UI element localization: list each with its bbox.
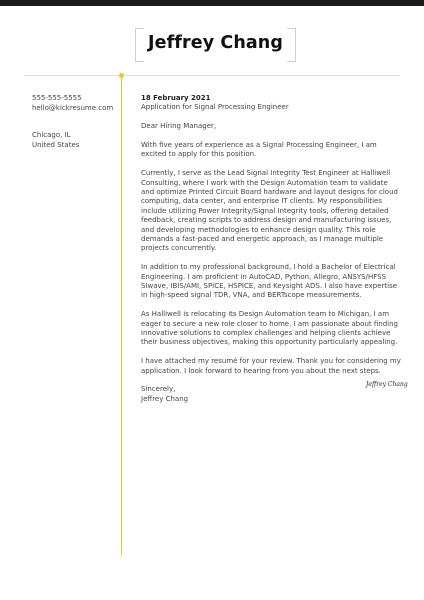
salutation: Dear Hiring Manager, bbox=[141, 122, 217, 131]
handwritten-signature: Jeffrey Chang bbox=[366, 381, 408, 388]
paragraph-closing: I have attached my resumé for your review. Thank you for considering my application. I look forward to hearing from you about the next steps. bbox=[141, 357, 401, 375]
letter-body bbox=[141, 94, 403, 404]
phone-number: 555-555-5555 bbox=[32, 94, 82, 102]
contact-info bbox=[32, 94, 116, 150]
paragraph-education-skills: In addition to my professional background, I hold a Bachelor of Electrical Engineering. I am proficient in AutoCAD, Python, Allegro, ANSYS/HFSS SIwave, IBIS/AMI, SPICE, HSPICE, and Keysight ADS. I also have expertise in high-speed signal TDR, VNA, and BERTscope measurements. bbox=[141, 263, 398, 300]
timeline-dot bbox=[119, 73, 124, 78]
name-header bbox=[135, 28, 296, 62]
closing-phrase: Sincerely, bbox=[141, 385, 176, 394]
paragraph-intro: With five years of experience as a Signal Processing Engineer, I am excited to apply for this position. bbox=[141, 141, 377, 159]
right-bracket-decoration bbox=[287, 28, 296, 62]
email-address: hello@kickresume.com bbox=[32, 103, 114, 112]
timeline-line bbox=[121, 76, 122, 556]
country: United States bbox=[32, 140, 80, 149]
letter-subject: Application for Signal Processing Engineer bbox=[141, 103, 289, 112]
top-bar bbox=[0, 0, 424, 6]
letter-date: 18 February 2021 bbox=[141, 94, 211, 102]
applicant-name: Jeffrey Chang bbox=[147, 33, 283, 53]
paragraph-motivation: As Halliwell is relocating its Design Automation team to Michigan, I am eager to secure a new role closer to home. I am passionate about finding innovative solutions to complex challenges and helping clients achieve their business objectives, making this opportunity particularly appealing. bbox=[141, 310, 398, 347]
city: Chicago, IL bbox=[32, 131, 71, 139]
header-divider bbox=[24, 75, 400, 76]
paragraph-current-role: Currently, I serve as the Lead Signal Integrity Test Engineer at Halliwell Consulting, where I work with the Design Automation team to validate and optimize Printed Circuit Board hardware and layout designs for cloud computing, data center, and enterprise IT clients. My responsibilities include utilizing Power Integrity/Signal Integrity tools, offering detailed feedback, creating scripts to address design and manufacturing issues, and developing methodologies to enhance design quality. This role demands a fast-paced and energetic approach, as I manage multiple projects concurrently. bbox=[141, 169, 398, 253]
closing-name: Jeffrey Chang bbox=[141, 394, 189, 403]
